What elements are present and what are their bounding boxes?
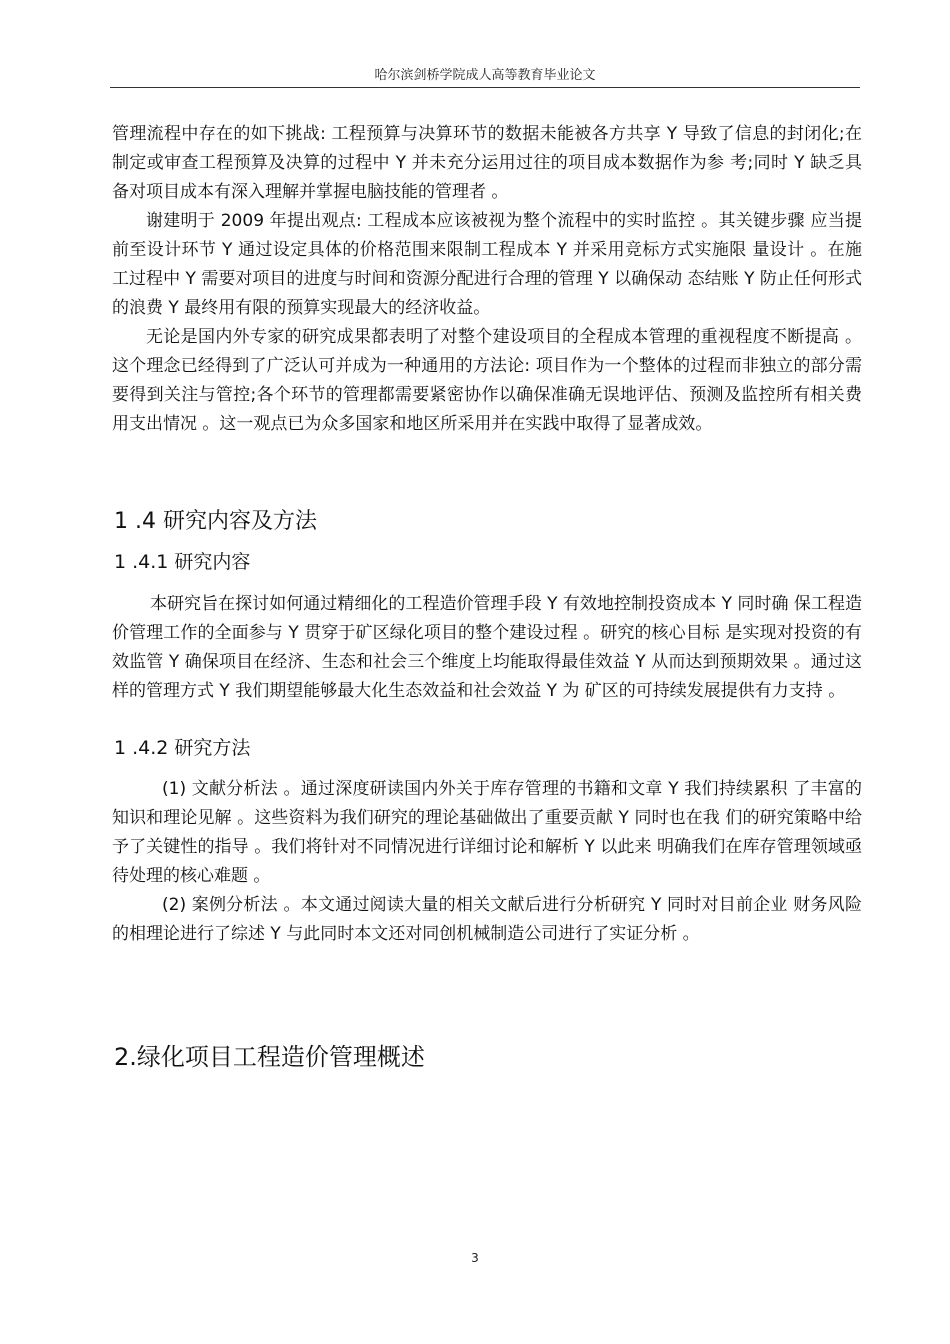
running-header: 哈尔滨剑桥学院成人高等教育毕业论文 bbox=[374, 68, 596, 83]
paragraph-challenges: 管理流程中存在的如下挑战: 工程预算与决算环节的数据未能被各方共享 Y 导致了信息的封闭化;在制定或审查工程预算及决算的过程中 Y 并未充分运用过往的项目成本数据作为参 考;同时 Y 缺乏具备对项目成本有深入理解并掌握电脑技能的管理者 。 bbox=[112, 124, 862, 202]
subsection-heading-1-4-1: 1 .4.1 研究内容 bbox=[114, 551, 251, 573]
method-item-case-analysis: (2) 案例分析法 。本文通过阅读大量的相关文献后进行分析研究 Y 同时对目前企业 财务风险的相理论进行了综述 Y 与此同时本文还对同创机械制造公司进行了实证分析 。 bbox=[112, 895, 862, 944]
page-number: 3 bbox=[471, 1251, 479, 1265]
paragraph-xie-jianming: 谢建明于 2009 年提出观点: 工程成本应该被视为整个流程中的实时监控 。其关键步骤 应当提前至设计环节 Y 通过设定具体的价格范围来限制工程成本 Y 并采用竞标方式实施限 量设计 。在施工过程中 Y 需要对项目的进度与时间和资源分配进行合理的管理 Y 以确保动 态结账 Y 防止任何形式的浪费 Y 最终用有限的预算实现最大的经济收益。 bbox=[112, 211, 862, 318]
header-divider bbox=[110, 87, 860, 88]
subsection-heading-1-4-2: 1 .4.2 研究方法 bbox=[114, 737, 251, 759]
paragraph-experts: 无论是国内外专家的研究成果都表明了对整个建设项目的全程成本管理的重视程度不断提高 。这个理念已经得到了广泛认可并成为一种通用的方法论: 项目作为一个整体的过程而非独立的部分需要得到关注与管控;各个环节的管理都需要紧密协作以确保准确无误地评估、预测及监控所有相关费用支出情况 。这一观点已为众多国家和地区所采用并在实践中取得了显著成效。 bbox=[112, 327, 862, 434]
section-heading-1-4: 1 .4 研究内容及方法 bbox=[114, 509, 317, 534]
paragraph-research-content: 本研究旨在探讨如何通过精细化的工程造价管理手段 Y 有效地控制投资成本 Y 同时确 保工程造价管理工作的全面参与 Y 贯穿于矿区绿化项目的整个建设过程 。研究的核心目标 是实现对投资的有效监管 Y 确保项目在经济、生态和社会三个维度上均能取得最佳效益 Y 从而达到预期效果 。通过这样的管理方式 Y 我们期望能够最大化生态效益和社会效益 Y 为 矿区的可持续发展提供有力支持 。 bbox=[112, 594, 862, 701]
method-item-literature-analysis: (1) 文献分析法 。通过深度研读国内外关于库存管理的书籍和文章 Y 我们持续累积 了丰富的知识和理论见解 。这些资料为我们研究的理论基础做出了重要贡献 Y 同时也在我 们的研究策略中给予了关键性的指导 。我们将针对不同情况进行详细讨论和解析 Y 以此来 明确我们在库存管理领域亟待处理的核心难题 。 bbox=[112, 779, 862, 886]
chapter-heading-2: 2.绿化项目工程造价管理概述 bbox=[114, 1043, 425, 1071]
